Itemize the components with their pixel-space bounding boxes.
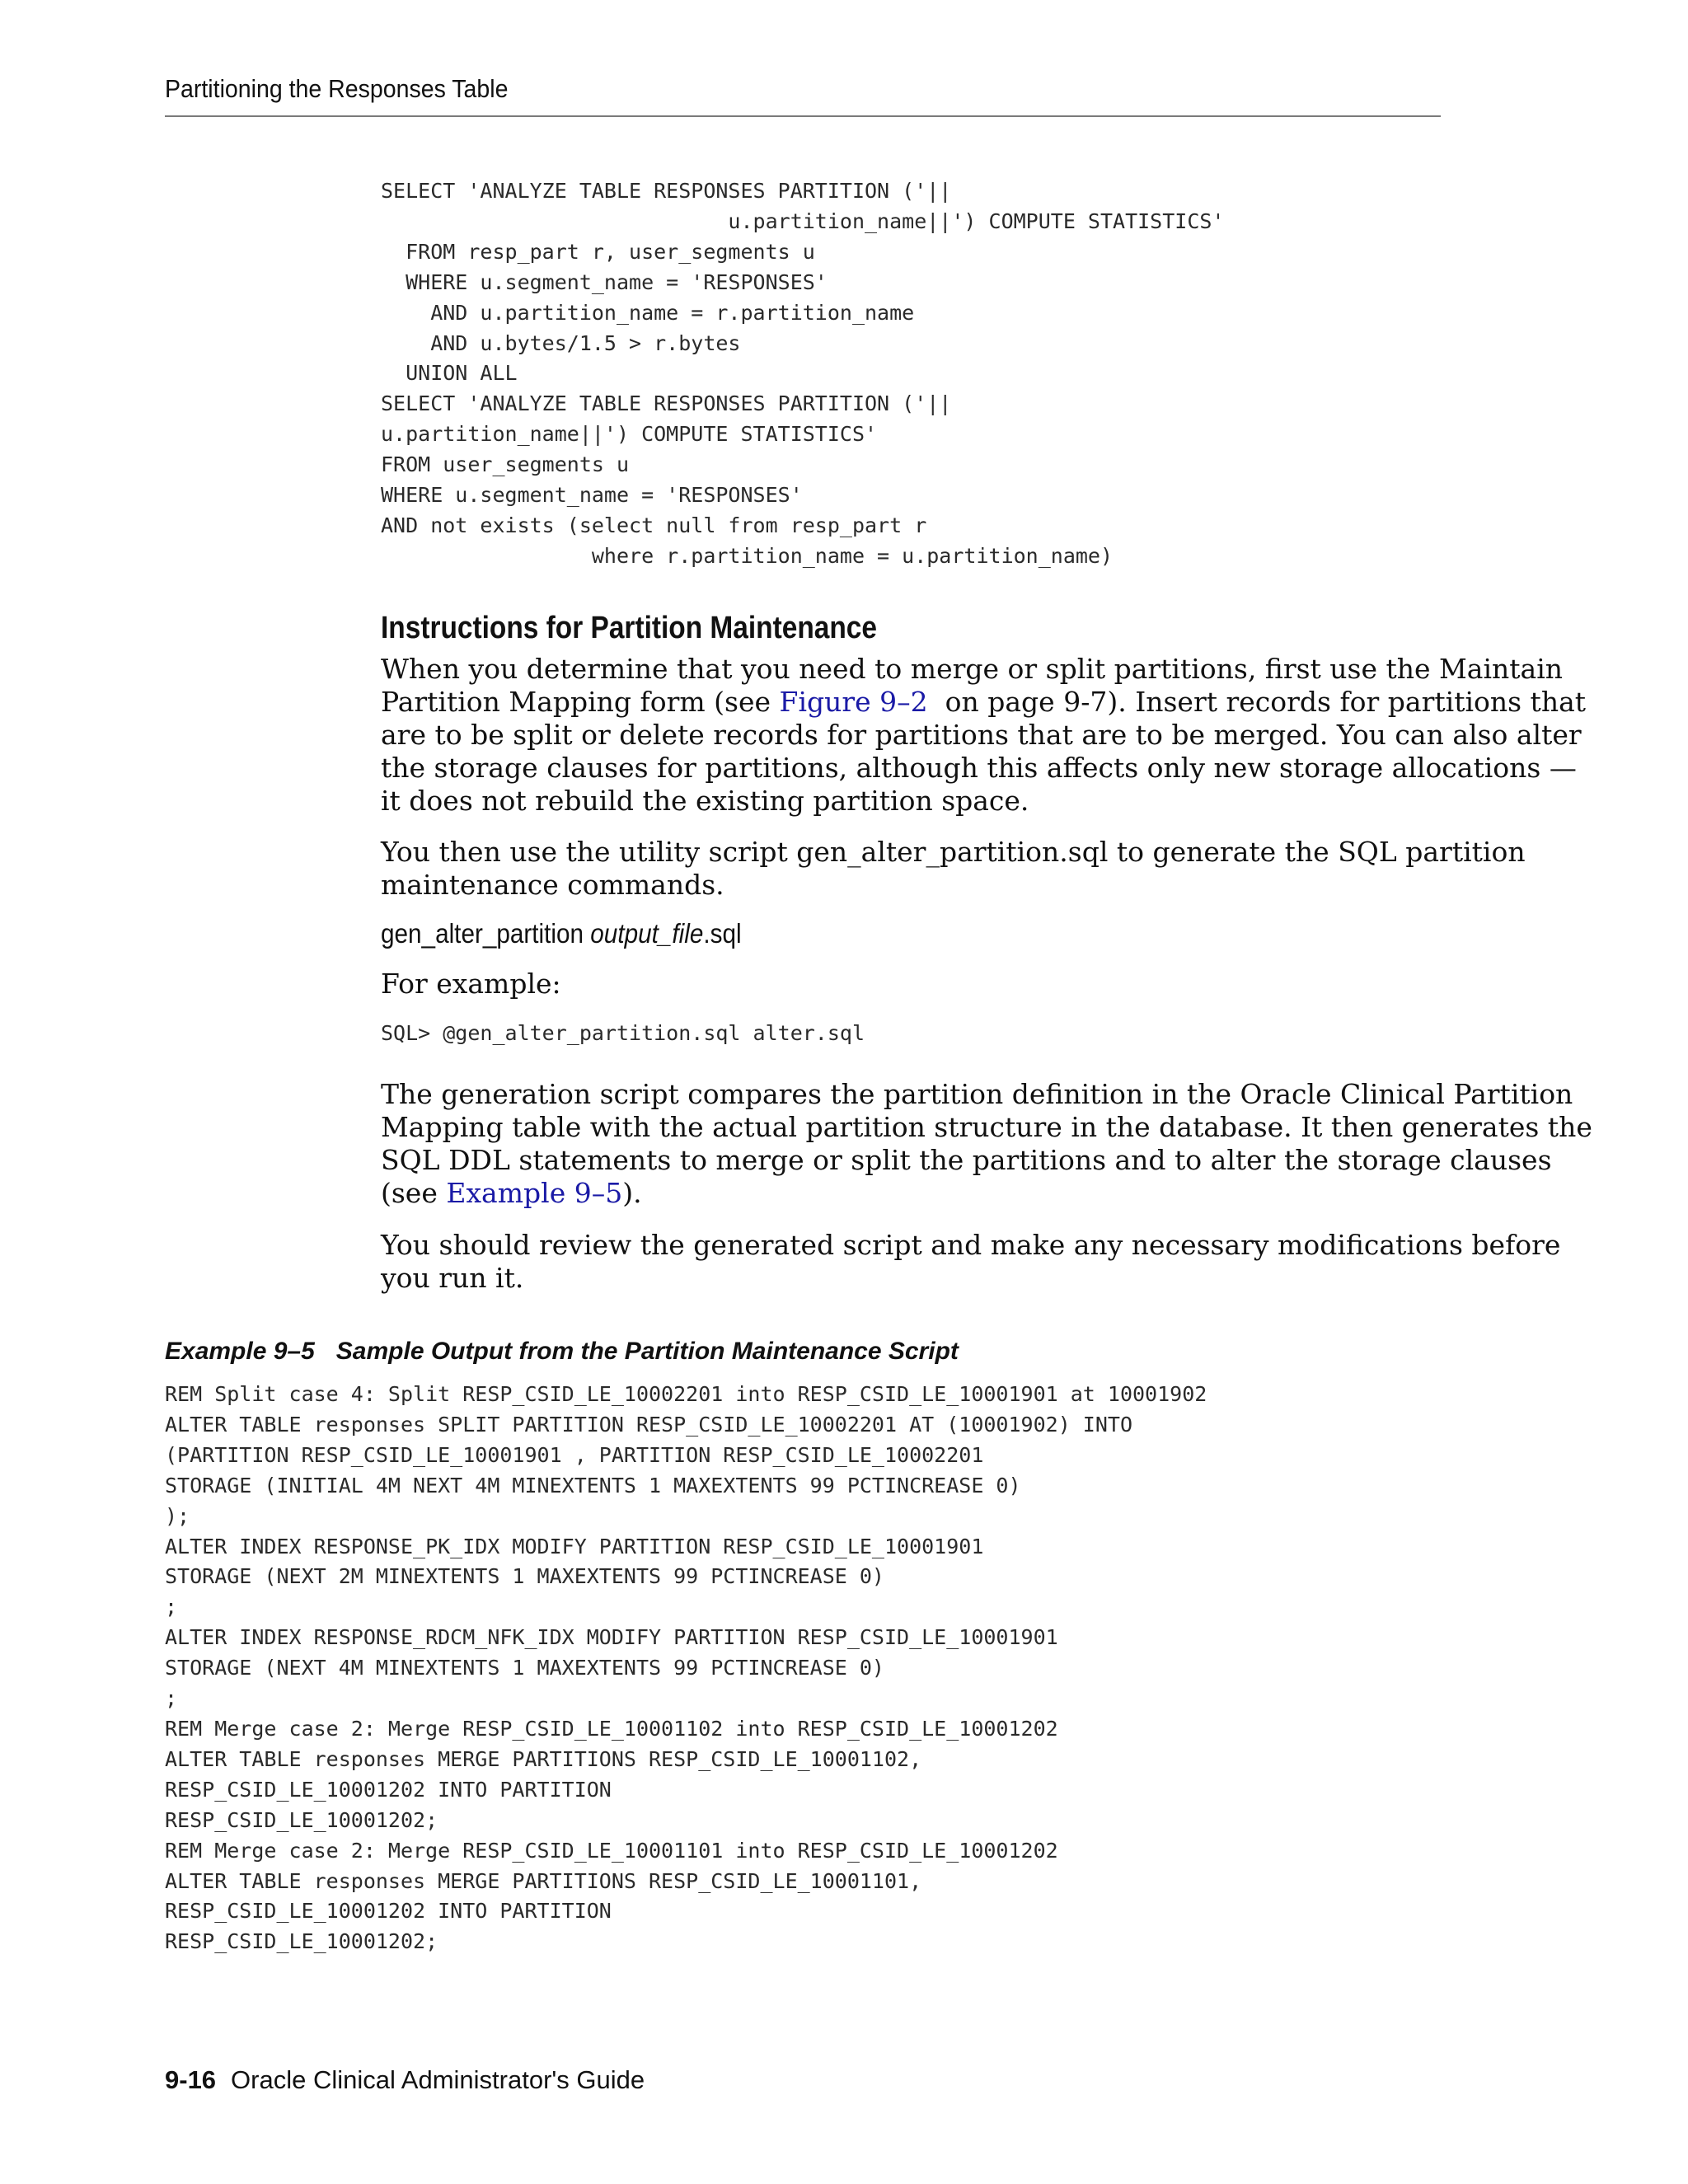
paragraph-review <box>381 1229 1561 1295</box>
syntax-extension: .sql <box>703 918 742 949</box>
paragraph-line: you run it. <box>381 1262 524 1294</box>
paragraph-for-example: For example: <box>381 968 561 1000</box>
text-segment: (see <box>381 1177 447 1209</box>
paragraph-line: the storage clauses for partitions, although this affects only new storage allocations — <box>381 752 1577 784</box>
paragraph-merge-split <box>381 653 1587 818</box>
paragraph-line: Mapping table with the actual partition structure in the database. It then generates the <box>381 1111 1592 1143</box>
paragraph-line <box>381 686 1587 719</box>
paragraph-utility-script <box>381 836 1526 902</box>
paragraph-line: You should review the generated script and make any necessary modifications before <box>381 1229 1561 1261</box>
paragraph-line: are to be split or delete records for partitions that are to be merged. You can also alter <box>381 719 1582 751</box>
text-segment: ). <box>622 1177 642 1209</box>
example-title: Sample Output from the Partition Maintenance Script <box>335 1338 959 1365</box>
paragraph-line: maintenance commands. <box>381 869 724 901</box>
page-number: 9-16 <box>165 2065 217 2094</box>
command-syntax <box>381 916 742 951</box>
running-header: Partitioning the Responses Table <box>165 74 509 103</box>
example-number: Example 9–5 <box>165 1338 315 1365</box>
code-block-example-output: REM Split case 4: Split RESP_CSID_LE_10002201 into RESP_CSID_LE_10001901 at 10001902 ALTER TABLE responses SPLIT PARTITION RESP_CSID_LE_10002201 AT (10001902) INTO (PARTITION RESP_CSID_LE_10001901 , PARTITION RESP_CSID_LE_10002201 STORAGE (INITIAL 4M NEXT 4M MINEXTENTS 1 MAXEXTENTS 99 PCTINCREASE 0) ); ALTER INDEX RESPONSE_PK_IDX MODIFY PARTITION RESP_CSID_LE_10001901 STORAGE (NEXT 2M MINEXTENTS 1 MAXEXTENTS 99 PCTINCREASE 0) ; ALTER INDEX RESPONSE_RDCM_NFK_IDX MODIFY PARTITION RESP_CSID_LE_10001901 STORAGE (NEXT 4M MINEXTENTS 1 MAXEXTENTS 99 PCTINCREASE 0) ; REM Merge case 2: Merge RESP_CSID_LE_10001102 into RESP_CSID_LE_10001202 ALTER TABLE responses MERGE PARTITIONS RESP_CSID_LE_10001102, RESP_CSID_LE_10001202 INTO PARTITION RESP_CSID_LE_10001202; REM Merge case 2: Merge RESP_CSID_LE_10001101 into RESP_CSID_LE_10001202 ALTER TABLE responses MERGE PARTITIONS RESP_CSID_LE_10001101, RESP_CSID_LE_10001202 INTO PARTITION RESP_CSID_LE_10001202; <box>165 1382 1207 1954</box>
section-heading: Instructions for Partition Maintenance <box>381 611 877 645</box>
text-segment: Partition Mapping form (see <box>381 686 780 718</box>
paragraph-line: it does not rebuild the existing partition space. <box>381 785 1029 817</box>
text-segment: on page 9-7). Insert records for partitions that <box>927 686 1587 718</box>
paragraph-line: SQL DDL statements to merge or split the partitions and to alter the storage clauses <box>381 1144 1552 1176</box>
header-rule <box>165 115 1441 117</box>
example-caption <box>165 1335 959 1368</box>
syntax-argument: output_file <box>590 918 704 949</box>
book-title: Oracle Clinical Administrator's Guide <box>231 2065 645 2094</box>
code-block-analyze: SELECT 'ANALYZE TABLE RESPONSES PARTITION ('|| u.partition_name||') COMPUTE STATISTICS' FROM resp_part r, user_segments u WHERE u.segment_name = 'RESPONSES' AND u.partition_name = r.partition_name AND u.bytes/1.5 > r.bytes UNION ALL SELECT 'ANALYZE TABLE RESPONSES PARTITION ('|| u.partition_name||') COMPUTE STATISTICS' FROM user_segments u WHERE u.segment_name = 'RESPONSES' AND not exists (select null from resp_part r where r.partition_name = u.partition_name) <box>381 179 1225 568</box>
example-link[interactable]: Example 9–5 <box>446 1177 623 1209</box>
paragraph-line: The generation script compares the partition definition in the Oracle Clinical Partition <box>381 1078 1573 1110</box>
code-block-command: SQL> @gen_alter_partition.sql alter.sql <box>381 1021 865 1045</box>
paragraph-line: You then use the utility script gen_alter_partition.sql to generate the SQL partition <box>381 836 1526 868</box>
syntax-command: gen_alter_partition <box>381 918 591 949</box>
paragraph-line <box>381 1177 1444 1210</box>
paragraph-line: When you determine that you need to merge or split partitions, first use the Maintain <box>381 653 1564 685</box>
page-footer <box>165 2064 645 2097</box>
paragraph-generation-script <box>381 1078 1592 1210</box>
figure-link[interactable]: Figure 9–2 <box>779 686 928 718</box>
